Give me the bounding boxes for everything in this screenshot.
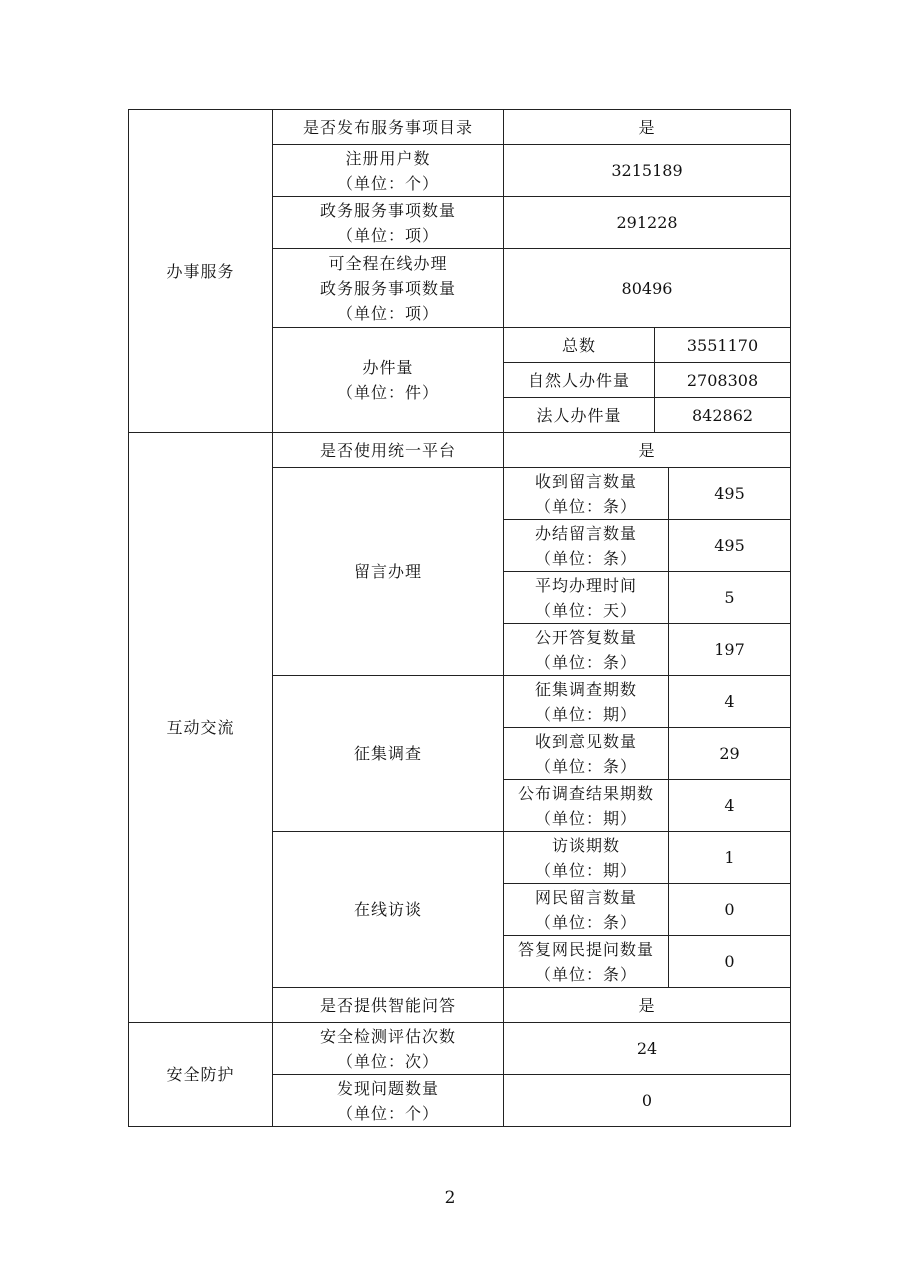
- sub-value: 4: [669, 780, 791, 832]
- table-row: [129, 110, 791, 145]
- sub-label: 法人办件量: [504, 398, 655, 433]
- row-label: 是否发布服务事项目录: [273, 110, 504, 145]
- row-label: 是否使用统一平台: [273, 433, 504, 468]
- row-label: 办件量 （单位：件）: [273, 328, 504, 433]
- row-value: 80496: [504, 249, 791, 328]
- row-value: 0: [504, 1075, 791, 1127]
- row-value: 24: [504, 1023, 791, 1075]
- statistics-table: [128, 109, 791, 1127]
- row-label: 注册用户数 （单位：个）: [273, 145, 504, 197]
- sub-label: 网民留言数量 （单位：条）: [504, 884, 669, 936]
- sub-value: 197: [669, 624, 791, 676]
- row-value: 是: [504, 110, 791, 145]
- sub-value: 3551170: [655, 328, 791, 363]
- sub-label: 总数: [504, 328, 655, 363]
- row-label: 可全程在线办理 政务服务事项数量 （单位：项）: [273, 249, 504, 328]
- row-label: 征集调查: [273, 676, 504, 832]
- row-value: 是: [504, 988, 791, 1023]
- section-label-security: 安全防护: [129, 1023, 273, 1127]
- row-label: 留言办理: [273, 468, 504, 676]
- sub-label: 访谈期数 （单位：期）: [504, 832, 669, 884]
- sub-value: 842862: [655, 398, 791, 433]
- row-label: 政务服务事项数量 （单位：项）: [273, 197, 504, 249]
- table-row: [129, 1023, 791, 1075]
- sub-value: 1: [669, 832, 791, 884]
- sub-label: 公开答复数量 （单位：条）: [504, 624, 669, 676]
- row-label: 发现问题数量 （单位：个）: [273, 1075, 504, 1127]
- sub-value: 0: [669, 936, 791, 988]
- section-label-service: 办事服务: [129, 110, 273, 433]
- row-label: 是否提供智能问答: [273, 988, 504, 1023]
- sub-value: 4: [669, 676, 791, 728]
- sub-label: 办结留言数量 （单位：条）: [504, 520, 669, 572]
- sub-label: 公布调查结果期数 （单位：期）: [504, 780, 669, 832]
- sub-label: 平均办理时间 （单位：天）: [504, 572, 669, 624]
- row-label: 在线访谈: [273, 832, 504, 988]
- sub-label: 收到留言数量 （单位：条）: [504, 468, 669, 520]
- sub-value: 0: [669, 884, 791, 936]
- row-value: 是: [504, 433, 791, 468]
- section-label-interaction: 互动交流: [129, 433, 273, 1023]
- page-number: 2: [444, 1188, 456, 1208]
- table-row: [129, 433, 791, 468]
- sub-label: 自然人办件量: [504, 363, 655, 398]
- sub-label: 答复网民提问数量 （单位：条）: [504, 936, 669, 988]
- sub-value: 2708308: [655, 363, 791, 398]
- sub-value: 495: [669, 520, 791, 572]
- sub-value: 495: [669, 468, 791, 520]
- sub-value: 29: [669, 728, 791, 780]
- row-label: 安全检测评估次数 （单位：次）: [273, 1023, 504, 1075]
- sub-label: 收到意见数量 （单位：条）: [504, 728, 669, 780]
- sub-label: 征集调查期数 （单位：期）: [504, 676, 669, 728]
- sub-value: 5: [669, 572, 791, 624]
- row-value: 3215189: [504, 145, 791, 197]
- row-value: 291228: [504, 197, 791, 249]
